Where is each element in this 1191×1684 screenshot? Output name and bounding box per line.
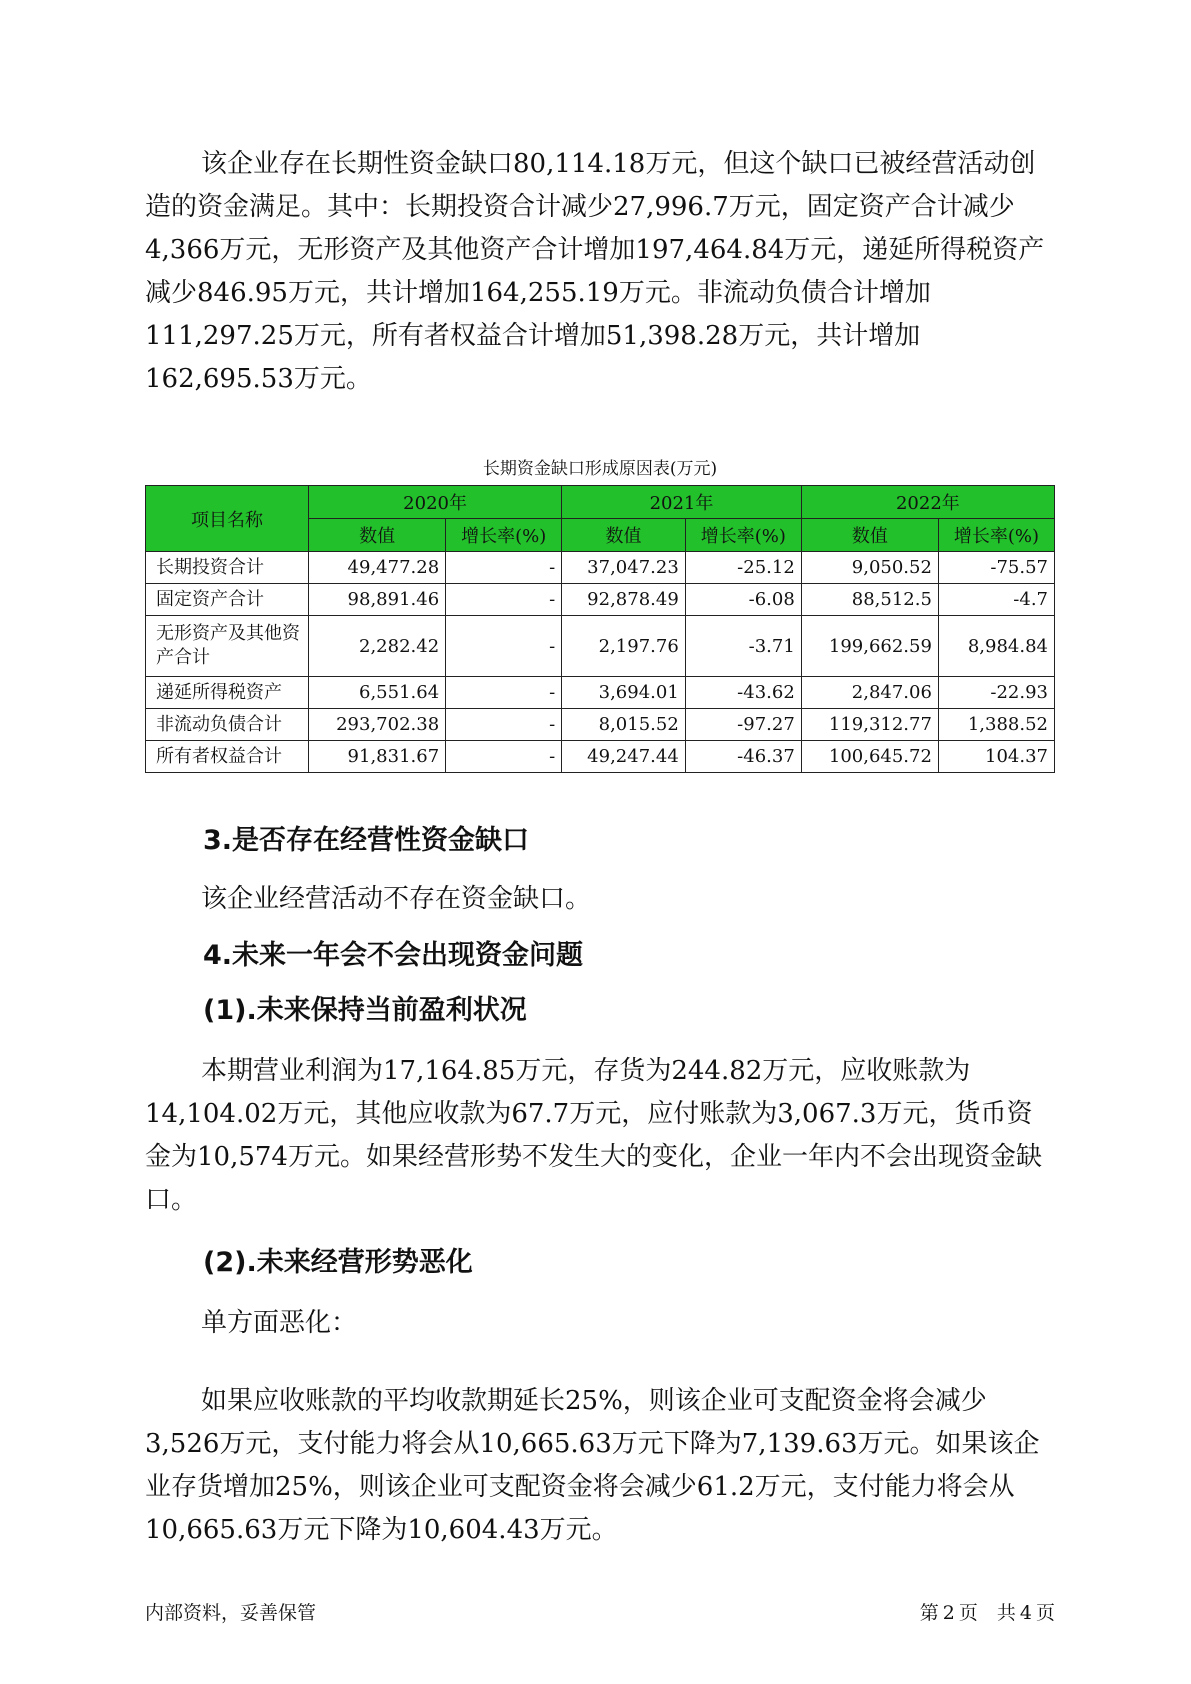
heading-operating-gap: 3.是否存在经营性资金缺口 [203,825,530,856]
cell-value-2022: 9,050.52 [801,552,938,584]
cell-rate-2021: -25.12 [685,552,801,584]
cell-rate-2022: 104.37 [938,741,1054,773]
cell-rate-2021: -6.08 [685,584,801,616]
header-value-2020: 数值 [309,519,446,552]
header-rate-2021: 增长率(%) [685,519,801,552]
page-total: 4 [1019,1602,1032,1624]
cell-value-2020: 293,702.38 [309,709,446,741]
cell-rate-2020: - [446,741,562,773]
page-mid: 页 共 [958,1602,1016,1624]
header-value-2021: 数值 [562,519,686,552]
cell-rate-2020: - [446,584,562,616]
cell-rate-2021: -3.71 [685,616,801,677]
row-name: 递延所得税资产 [146,677,309,709]
header-rate-2020: 增长率(%) [446,519,562,552]
table-row [146,552,1055,584]
table-row [146,741,1055,773]
cell-value-2021: 49,247.44 [562,741,686,773]
header-item-name: 项目名称 [146,486,309,552]
page-suffix: 页 [1035,1602,1055,1624]
heading-keep-profit: (1).未来保持当前盈利状况 [203,995,527,1026]
footer-confidential: 内部资料，妥善保管 [145,1602,317,1624]
row-name: 无形资产及其他资产合计 [146,616,309,677]
cell-rate-2020: - [446,709,562,741]
header-year-2020: 2020年 [309,486,562,519]
cell-rate-2021: -97.27 [685,709,801,741]
cell-value-2021: 37,047.23 [562,552,686,584]
row-name: 长期投资合计 [146,552,309,584]
paragraph-operating-gap: 该企业经营活动不存在资金缺口。 [201,884,592,914]
table-row [146,677,1055,709]
heading-worsening: (2).未来经营形势恶化 [203,1247,473,1278]
cell-rate-2021: -46.37 [685,741,801,773]
long-term-gap-table [145,485,1055,773]
cell-rate-2021: -43.62 [685,677,801,709]
heading-next-year: 4.未来一年会不会出现资金问题 [203,940,584,971]
cell-value-2020: 91,831.67 [309,741,446,773]
row-name: 所有者权益合计 [146,741,309,773]
cell-rate-2022: -22.93 [938,677,1054,709]
cell-rate-2020: - [446,616,562,677]
table-row [146,709,1055,741]
row-name: 固定资产合计 [146,584,309,616]
table-caption: 长期资金缺口形成原因表(万元) [482,459,718,479]
header-value-2022: 数值 [801,519,938,552]
cell-value-2022: 119,312.77 [801,709,938,741]
cell-rate-2022: 1,388.52 [938,709,1054,741]
paragraph-current-profit: 本期营业利润为17,164.85万元，存货为244.82万元，应收账款为14,104.02万元，其他应收款为67.7万元，应付账款为3,067.3万元，货币资金为10,574万元。如果经营形势不发生大的变化，企业一年内不会出现资金缺口。 [145,1056,1042,1215]
cell-value-2020: 98,891.46 [309,584,446,616]
cell-rate-2020: - [446,677,562,709]
cell-value-2022: 199,662.59 [801,616,938,677]
cell-value-2022: 88,512.5 [801,584,938,616]
header-rate-2022: 增长率(%) [938,519,1054,552]
cell-value-2020: 49,477.28 [309,552,446,584]
page-prefix: 第 [919,1602,939,1624]
cell-value-2021: 3,694.01 [562,677,686,709]
header-year-2022: 2022年 [801,486,1054,519]
cell-value-2020: 2,282.42 [309,616,446,677]
cell-rate-2022: -4.7 [938,584,1054,616]
cell-rate-2020: - [446,552,562,584]
cell-value-2021: 2,197.76 [562,616,686,677]
cell-value-2022: 2,847.06 [801,677,938,709]
cell-rate-2022: -75.57 [938,552,1054,584]
cell-value-2020: 6,551.64 [309,677,446,709]
paragraph-long-term-gap: 该企业存在长期性资金缺口80,114.18万元，但这个缺口已被经营活动创造的资金满足。其中：长期投资合计减少27,996.7万元，固定资产合计减少4,366万元，无形资产及其他资产合计增加197,464.84万元，递延所得税资产减少846.95万元，共计增加164,255.19万元。非流动负债合计增加111,297.25万元，所有者权益合计增加51,398.28万元，共计增加162,695.53万元。 [145,149,1045,394]
cell-value-2022: 100,645.72 [801,741,938,773]
cell-rate-2022: 8,984.84 [938,616,1054,677]
cell-value-2021: 92,878.49 [562,584,686,616]
cell-value-2021: 8,015.52 [562,709,686,741]
paragraph-worsening-detail: 如果应收账款的平均收款期延长25%，则该企业可支配资金将会减少3,526万元，支付能力将会从10,665.63万元下降为7,139.63万元。如果该企业存货增加25%，则该企业可支配资金将会减少61.2万元，支付能力将会从10,665.63万元下降为10,604.43万元。 [145,1386,1040,1545]
table-row [146,584,1055,616]
paragraph-single-worsening: 单方面恶化： [201,1308,358,1338]
footer-page-number [880,1598,1055,1625]
page-current: 2 [942,1602,955,1624]
row-name: 非流动负债合计 [146,709,309,741]
header-year-2021: 2021年 [562,486,802,519]
table-row [146,616,1055,677]
